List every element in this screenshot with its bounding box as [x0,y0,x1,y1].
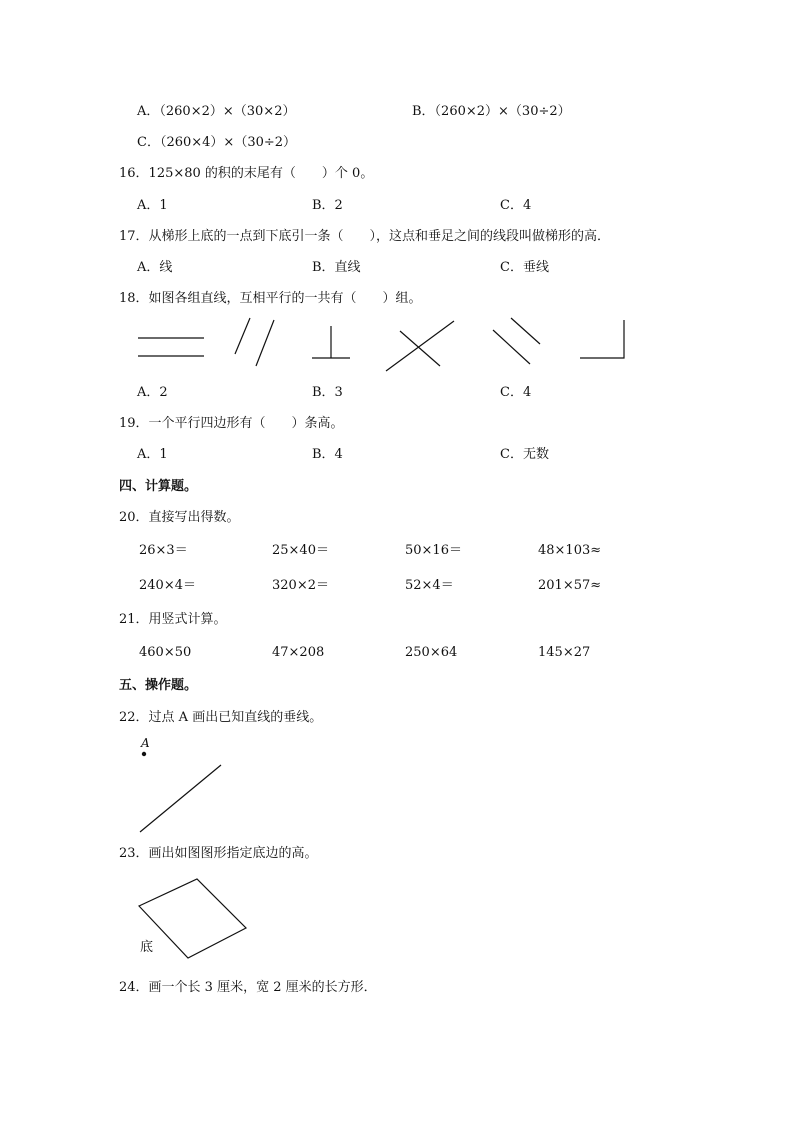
q20-item: 25×40＝ [272,543,329,558]
q15-option-a: A．（260×2）×（30×2） [137,104,296,119]
q19-stem: 19．一个平行四边形有（ ）条高。 [119,416,344,431]
q23-stem: 23．画出如图图形指定底边的高。 [119,846,318,861]
q17-option-a: A．线 [137,260,173,275]
q18-stem: 18．如图各组直线，互相平行的一共有（ ）组。 [119,291,422,306]
q21-item: 250×64 [405,645,458,660]
section-4-heading: 四、计算题。 [119,479,198,494]
q20-item: 52×4＝ [405,578,454,593]
section-5-heading: 五、操作题。 [119,678,198,693]
q21-stem: 21．用竖式计算。 [119,612,227,627]
q18-option-a: A．2 [137,385,168,400]
q16-stem: 16．125×80 的积的末尾有（ ）个 0。 [119,166,374,181]
q20-item: 201×57≈ [538,578,602,593]
q24-stem: 24．画一个长 3 厘米，宽 2 厘米的长方形． [119,980,377,995]
point-a-label: A [141,736,150,750]
q16-option-c: C．4 [500,198,532,213]
q20-item: 26×3＝ [139,543,188,558]
parallelogram [139,879,246,958]
q20-item: 240×4＝ [139,578,196,593]
q22-stem: 22．过点 A 画出已知直线的垂线。 [119,710,323,725]
q16-option-a: A．1 [137,198,168,213]
q19-option-c: C．无数 [500,447,549,462]
q17-stem: 17．从梯形上底的一点到下底引一条（ ），这点和垂足之间的线段叫做梯形的高． [119,229,611,244]
q18-option-b: B．3 [312,385,343,400]
q20-item: 320×2＝ [272,578,329,593]
base-label: 底 [140,940,154,955]
q21-item: 47×208 [272,645,325,660]
q17-option-c: C．垂线 [500,260,549,275]
q19-option-b: B．4 [312,447,343,462]
q20-item: 50×16＝ [405,543,462,558]
q20-item: 48×103≈ [538,543,602,558]
q20-stem: 20．直接写出得数。 [119,510,240,525]
q17-option-b: B．直线 [312,260,361,275]
q21-item: 145×27 [538,645,591,660]
q15-option-b: B．（260×2）×（30÷2） [412,104,571,119]
q21-item: 460×50 [139,645,192,660]
q16-option-b: B．2 [312,198,343,213]
q18-option-c: C．4 [500,385,532,400]
q19-option-a: A．1 [137,447,168,462]
q15-option-c: C．（260×4）×（30÷2） [137,135,297,150]
